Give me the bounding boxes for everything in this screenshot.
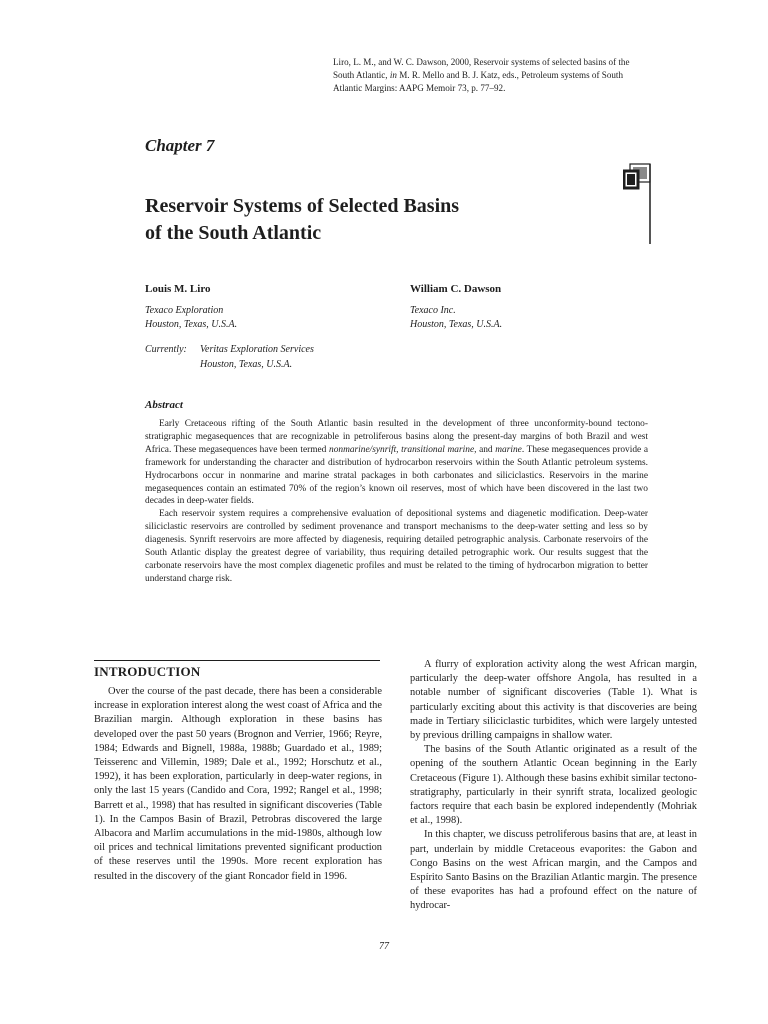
author-1 bbox=[145, 283, 237, 332]
corner-decoration-icon bbox=[623, 162, 653, 244]
currently-line-1: Veritas Exploration Services bbox=[200, 344, 314, 355]
citation-line-3: Atlantic Margins: AAPG Memoir 73, p. 77–92. bbox=[333, 83, 506, 93]
abstract-paragraph-1 bbox=[145, 418, 648, 508]
intro-paragraph-2: A flurry of exploration activity along the west African margin, particularly the deep-water offshore Angola, has resulted in a notable number of significant discoveries (Table 1). What is particularly exciting about this activity is that discoveries are being made in Tertiary siliciclastic turbidites, which were largely untested by previous drilling campaigns in shallow water. bbox=[410, 659, 697, 742]
title-line-1: Reservoir Systems of Selected Basins bbox=[145, 195, 460, 217]
citation-line-2-post: M. R. Mello and B. J. Katz, eds., Petroleum systems of South bbox=[396, 70, 623, 80]
citation-line-2-pre: South Atlantic, bbox=[333, 70, 390, 80]
paper-title bbox=[145, 193, 585, 247]
abstract-p1-text-b: and bbox=[476, 444, 496, 455]
intro-paragraph-3: The basins of the South Atlantic originated as a result of the opening of the southern Atlantic Ocean beginning in the Early Cretaceous (Figure 1). Although these basins exhibit similar tectono-stratigraphy, particularly in their synrift strata, localized geologic factors require that each basin be explored independently (Mohriak et al., 1998). bbox=[410, 744, 697, 827]
currently-label: Currently: bbox=[145, 344, 187, 355]
abstract-body bbox=[145, 418, 648, 586]
section-heading-introduction: INTRODUCTION bbox=[94, 660, 380, 680]
abstract-heading: Abstract bbox=[145, 399, 183, 411]
page-number: 77 bbox=[379, 941, 389, 952]
current-affiliation bbox=[145, 342, 314, 372]
abstract-p1-term-1: nonmarine/synrift, transitional marine, bbox=[329, 444, 477, 455]
author-2-location: Houston, Texas, U.S.A. bbox=[410, 319, 503, 330]
chapter-label: Chapter 7 bbox=[145, 136, 215, 155]
currently-line-2: Houston, Texas, U.S.A. bbox=[200, 359, 293, 370]
author-2 bbox=[410, 283, 502, 332]
author-2-affiliation: Texaco Inc. bbox=[410, 305, 456, 316]
author-1-affiliation: Texaco Exploration bbox=[145, 305, 224, 316]
abstract-p1-text-c: . These megasequences provide a framework for understanding the character and distribution of hydrocarbon reservoirs within the South Atlantic petroleum systems. Hydrocarbons occur in nonmarine and marine stratal packages in both carbonates and siliciclastics. Reservoirs in the marine megasequences contain an estimated 70% of the region’s known oil reserves, most of which have been discovered in the last two decades in deep-water fields. bbox=[145, 444, 648, 507]
intro-paragraph-1: Over the course of the past decade, there has been a considerable increase in exploration interest along the west coast of Africa and the Brazilian margin. Although exploration in these basins has developed over the past 50 years (Brognon and Verrier, 1966; Reyre, 1984; Edwards and Bignell, 1988a, 1988b; Guardado et al., 1989; Teisserenc and Villemin, 1989; Dale et al., 1992; Horschutz et al., 1992), it has been exploration, particularly in deep-water regions, in only the last 15 years (Candido and Cora, 1992; Rangel et al., 1998; Barrett et al., 1998) that has resulted in significant discoveries (Table 1). In the Campos Basin of Brazil, Petrobras discovered the large Albacora and Marlim accumulations in the mid-1980s, although low oil prices and technical limitations prevented significant production of these reserves until the 1990s. More recent exploration has resulted in the discovery of the giant Roncador field in 1996. bbox=[94, 686, 382, 882]
abstract-p1-term-2: marine bbox=[495, 444, 522, 455]
citation-line-2 bbox=[333, 69, 663, 82]
author-1-location: Houston, Texas, U.S.A. bbox=[145, 319, 238, 330]
citation-line-1: Liro, L. M., and W. C. Dawson, 2000, Reservoir systems of selected basins of the bbox=[333, 57, 630, 67]
left-column bbox=[94, 685, 382, 884]
title-line-2: of the South Atlantic bbox=[145, 222, 322, 244]
abstract-paragraph-2: Each reservoir system requires a comprehensive evaluation of depositional systems and diagenetic modification. Deep-water siliciclastic reservoirs are controlled by sediment provenance and transport mechanisms to the deep-water setting and less so by diagenesis. Synrift reservoirs are more affected by diagenesis, requiring detailed petrographic analysis. Carbonate reservoirs of the South Atlantic display the greatest degree of variability, thus requiring detailed petrographic work. Our results suggest that the carbonate reservoirs have the most complex diagenetic profiles and must be related to the timing of hydrocarbon migration to better understand charge risk. bbox=[145, 509, 648, 584]
citation-line-2-in: in bbox=[389, 70, 397, 80]
author-2-name: William C. Dawson bbox=[410, 283, 502, 295]
right-column bbox=[410, 658, 697, 914]
intro-paragraph-4: In this chapter, we discuss petroliferous basins that are, at least in part, underlain by middle Cretaceous evaporites: the Gabon and Congo Basins on the west African margin, and the Campos and Espírito Santo Basins on the Brazilian Atlantic margin. The presence of these evaporites has had a profound effect on the nature of hydrocar- bbox=[410, 829, 697, 912]
abstract-p1-text-a: Early Cretaceous rifting of the South Atlantic basin resulted in the development of three unconformity-bound tectono-stratigraphic megasequences that are recognizable in petroliferous basins along the present-day margins of both Brazil and west Africa. These megasequences have been termed bbox=[145, 419, 648, 455]
citation bbox=[333, 56, 663, 95]
author-1-name: Louis M. Liro bbox=[145, 283, 211, 295]
